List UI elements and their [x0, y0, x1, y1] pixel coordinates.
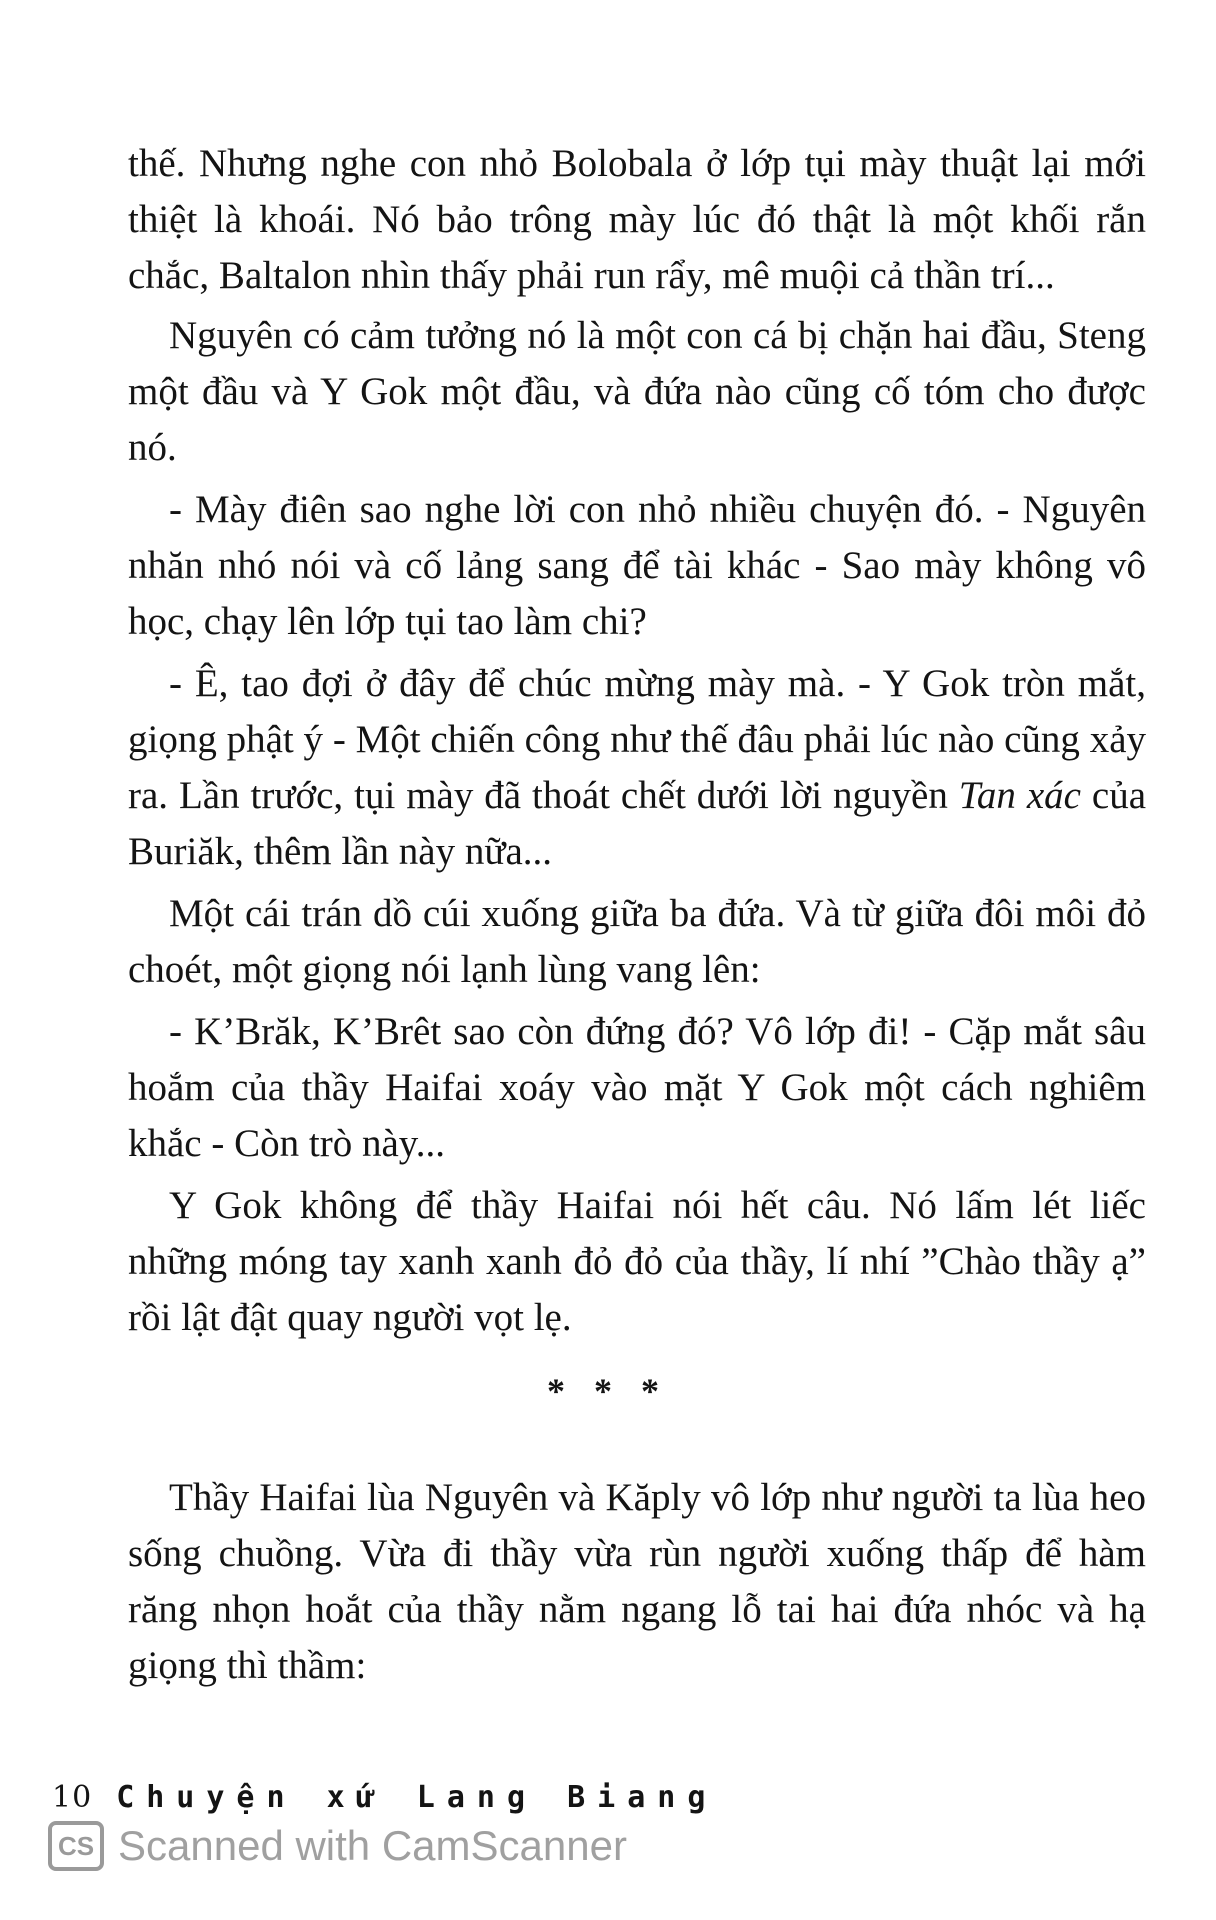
italic-phrase: Tan xác [958, 774, 1081, 817]
running-title: Chuyện xứ Lang Biang [116, 1780, 718, 1815]
camscanner-logo-icon: CS [48, 1821, 104, 1871]
paragraph-1: thế. Nhưng nghe con nhỏ Bolobala ở lớp tụi mày thuật lại mới thiệt là khoái. Nó bảo trông mày lúc đó thật là một khối rắn chắc, Baltalon nhìn thấy phải run rẩy, mê muội cả thần trí... [128, 142, 1146, 297]
text-body [128, 136, 1146, 1352]
paragraph-2: Nguyên có cảm tưởng nó là một con cá bị chặn hai đầu, Steng một đầu và Y Gok một đầu, và đứa nào cũng cố tóm cho được nó. [128, 314, 1146, 469]
section-separator: * * * [547, 1371, 669, 1411]
paragraph-6: - K’Brăk, K’Brêt sao còn đứng đó? Vô lớp đi! - Cặp mắt sâu hoắm của thầy Haifai xoáy vào mặt Y Gok một cách nghiêm khắc - Còn trò này... [128, 1010, 1146, 1165]
page-number: 10 [52, 1780, 93, 1815]
paragraph-4-text: - Ê, tao đợi ở đây để chúc mừng mày mà. - Y Gok tròn mắt, giọng phật ý - Một chiến công như thế đâu phải lúc nào cũng xảy ra. Lần trước, tụi mày đã thoát chết dưới lời nguyền [128, 662, 1146, 817]
paragraph-5: Một cái trán dồ cúi xuống giữa ba đứa. Và từ giữa đôi môi đỏ choét, một giọng nói lạnh lùng vang lên: [128, 892, 1146, 991]
paragraph-7: Y Gok không để thầy Haifai nói hết câu. Nó lấm lét liếc những móng tay xanh xanh đỏ đỏ của thầy, lí nhí ”Chào thầy ạ” rồi lật đật quay người vọt lẹ. [128, 1184, 1146, 1339]
text-body-after-separator [128, 1470, 1146, 1700]
paragraph-4-tail: của Buriăk, thêm lần này nữa... [128, 774, 1147, 873]
camscanner-watermark [48, 1818, 627, 1874]
paragraph-8: Thầy Haifai lùa Nguyên và Kăply vô lớp như người ta lùa heo sống chuồng. Vừa đi thầy vừa rùn người xuống thấp để hàm răng nhọn hoắt của thầy nằm ngang lỗ tai hai đứa nhóc và hạ giọng thì thầm: [128, 1476, 1146, 1687]
page-footer [52, 1780, 717, 1820]
watermark-text: Scanned with CamScanner [118, 1822, 627, 1869]
paragraph-4 [128, 656, 1146, 880]
paragraph-3: - Mày điên sao nghe lời con nhỏ nhiều chuyện đó. - Nguyên nhăn nhó nói và cố lảng sang để tài khác - Sao mày không vô học, chạy lên lớp tụi tao làm chi? [128, 488, 1146, 643]
